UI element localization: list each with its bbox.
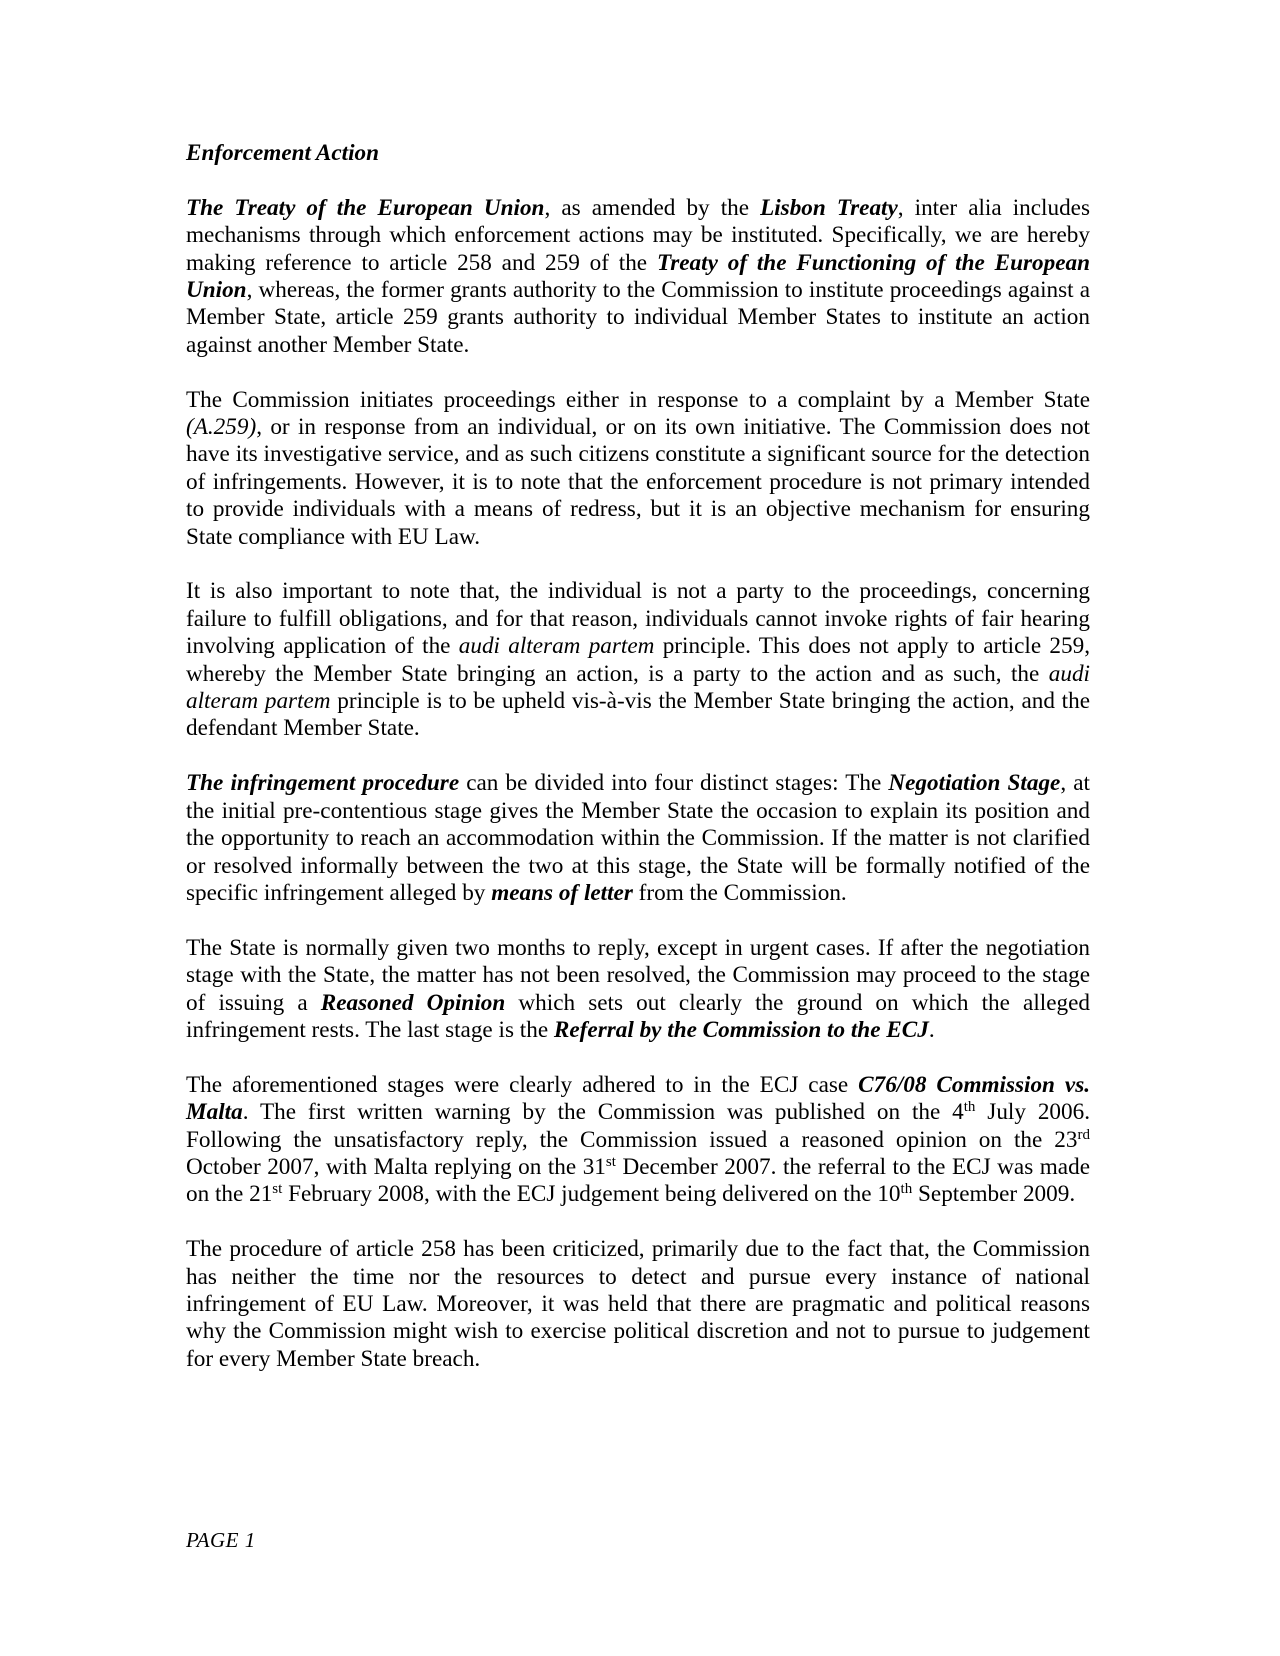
text-span: February 2008, with the ECJ judgement being delivered on the 10	[282, 1181, 901, 1208]
ordinal-suffix: rd	[1077, 1126, 1090, 1143]
text-span: , inter alia includes mechanisms through which enforcement actions may be instituted. Specifically, we are hereby making reference to article 258 and 259 of the	[186, 194, 1090, 276]
term-negotiation-stage: Negotiation Stage	[888, 770, 1061, 797]
term-tfeu: Treaty of the Functioning of the European Union	[186, 249, 1090, 304]
document-page	[186, 140, 1090, 1401]
text-span: September 2009.	[912, 1181, 1076, 1208]
text-span: , as amended by the	[544, 194, 761, 221]
text-span: .	[928, 1016, 935, 1043]
text-span: . The first written warning by the Commission was published on the 4	[242, 1099, 964, 1126]
paragraph-individual	[186, 578, 1090, 742]
text-span: The aforementioned stages were clearly adhered to in the ECJ case	[186, 1071, 859, 1098]
text-span: , whereas, the former grants authority to the Commission to institute proceedings against a Member State, article 259 grants authority to individual Member States to institute an action against another Member State.	[186, 277, 1090, 358]
term-teu: The Treaty of the European Union	[186, 194, 545, 221]
text-span: December 2007. the referral to the ECJ was made on the 21	[186, 1153, 1090, 1208]
term-referral: Referral by the Commission to the ECJ	[553, 1016, 929, 1043]
ordinal-suffix: st	[605, 1153, 616, 1170]
paragraph-criticism	[186, 1236, 1090, 1373]
paragraph-reply	[186, 935, 1090, 1045]
text-span: can be divided into four distinct stages: The	[459, 770, 889, 797]
paragraph-treaty	[186, 195, 1090, 359]
term-infringement-procedure: The infringement procedure	[186, 770, 460, 797]
latin-term: audi alteram partem	[186, 660, 1090, 715]
section-heading: Enforcement Action	[186, 140, 380, 166]
paragraph-case	[186, 1072, 1090, 1209]
text-span: principle. This does not apply to article 259, whereby the Member State bringing an action, is a party to the action and as such, the	[186, 633, 1090, 687]
text-span: from the Commission.	[632, 879, 847, 906]
text-span: The procedure of article 258 has been criticized, primarily due to the fact that, the Commission has neither the time nor the resources to detect and pursue every instance of national infringement of EU Law. Moreover, it was held that there are pragmatic and political reasons why the Commission might wish to exercise political discretion and not to pursue to judgement for every Member State breach.	[186, 1236, 1090, 1372]
text-span: October 2007, with Malta replying on the 31	[186, 1153, 606, 1180]
term-reasoned-opinion: Reasoned Opinion	[320, 989, 506, 1016]
ordinal-suffix: st	[272, 1181, 283, 1198]
ordinal-suffix: th	[963, 1099, 976, 1116]
text-span: The Commission initiates proceedings either in response to a complaint by a Member State	[186, 386, 1090, 413]
text-span: The State is normally given two months to reply, except in urgent cases. If after the negotiation stage with the State, the matter has not been resolved, the Commission may proceed to the stage of issuing a	[186, 934, 1090, 1016]
text-span: which sets out clearly the ground on which the alleged infringement rests. The last stage is the	[186, 989, 1090, 1043]
term-lisbon: Lisbon Treaty	[760, 194, 898, 221]
paragraph-commission	[186, 387, 1090, 551]
text-span: , at the initial pre-contentious stage gives the Member State the occasion to explain its position and the opportunity to reach an accommodation within the Commission. If the matter is not clarified or resolved informally between the two at this stage, the State will be formally notified of the specific infringement alleged by	[186, 770, 1090, 906]
page-number: PAGE 1	[186, 1528, 256, 1552]
latin-term: audi alteram partem	[458, 633, 655, 660]
paragraph-infringement	[186, 770, 1090, 907]
text-span: July 2006. Following the unsatisfactory reply, the Commission issued a reasoned opinion on the 23	[186, 1099, 1090, 1153]
ordinal-suffix: th	[900, 1181, 913, 1198]
term-case-name: C76/08 Commission vs. Malta	[186, 1071, 1091, 1126]
text-span: principle is to be upheld vis-à-vis the Member State bringing the action, and the defendant Member State.	[186, 688, 1090, 742]
term-means-of-letter: means of letter	[491, 879, 633, 906]
article-ref: (A.259)	[186, 414, 257, 441]
text-span: It is also important to note that, the individual is not a party to the proceedings, concerning failure to fulfill obligations, and for that reason, individuals cannot invoke rights of fair hearing involving application of the	[186, 578, 1090, 660]
text-span: , or in response from an individual, or on its own initiative. The Commission does not have its investigative service, and as such citizens constitute a significant source for the detection of infringements. However, it is to note that the enforcement procedure is not primary intended to provide individuals with a means of redress, but it is an objective mechanism for ensuring State compliance with EU Law.	[186, 414, 1090, 550]
